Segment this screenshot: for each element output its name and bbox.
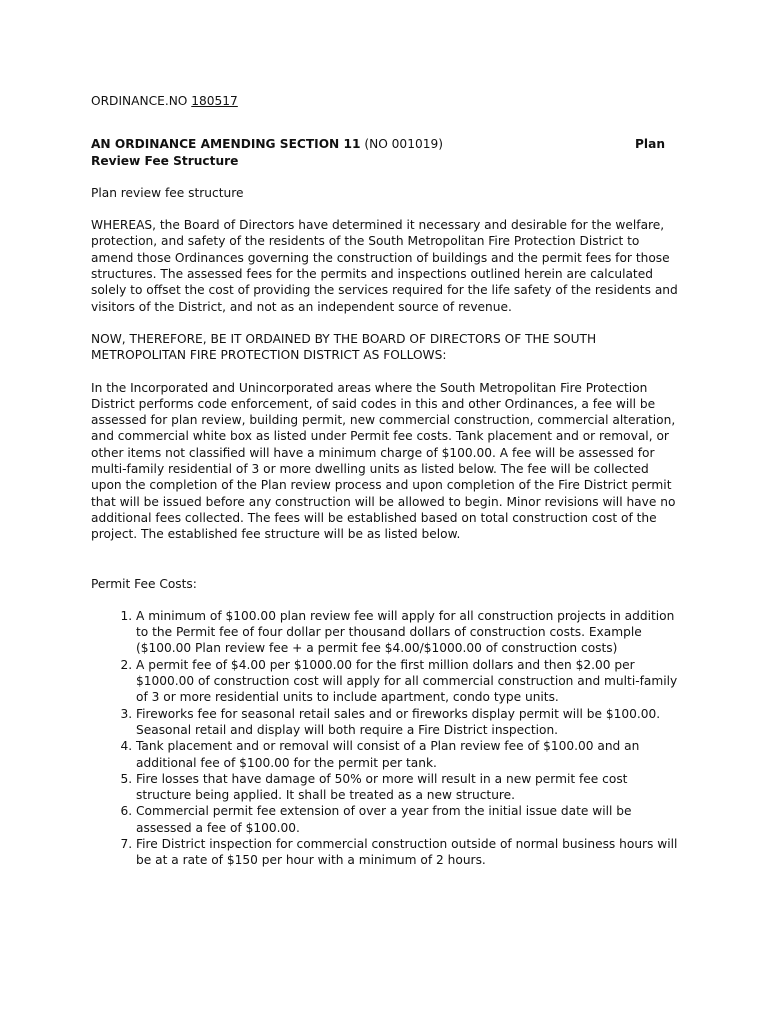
title-line2: Review Fee Structure [91, 153, 239, 168]
ordinance-label: ORDINANCE.NO [91, 94, 192, 108]
title-number: (NO 001019) [360, 137, 443, 152]
title-bold: AN ORDINANCE AMENDING SECTION 11 [91, 137, 361, 152]
permit-heading: Permit Fee Costs: [91, 576, 197, 591]
body-paragraph: In the Incorporated and Unincorporated areas where the South Metropolitan Fire Protection District performs code enforcement, of said codes in this and other Ordinances, a fee will be assessed for plan review, building permit, new commercial construction, commercial alteration, and commercial white box as listed under Permit fee costs. Tank placement and or removal, or other items not classified will have a minimum charge of $100.00. A fee will be assessed for multi-family residential of 3 or more dwelling units as listed below. The fee will be collected upon the completion of the Plan review process and upon completion of the Fire District permit that will be issued before any construction will be allowed to begin. Minor revisions will have no additional fees collected. The fees will be established based on total construction cost of the project. The established fee structure will be as listed below. [91, 380, 676, 542]
whereas-paragraph: WHEREAS, the Board of Directors have determined it necessary and desirable for the welfare, protection, and safety of the residents of the South Metropolitan Fire Protection District to amend those Ordinances governing the construction of buildings and the permit fees for those structures. The assessed fees for the permits and inspections outlined herein are calculated solely to offset the cost of providing the services required for the life safety of the residents and visitors of the District, and not as an independent source of revenue. [91, 218, 678, 314]
subtitle: Plan review fee structure [91, 185, 244, 200]
title-right: Plan [634, 137, 665, 152]
ordinance-number-line [91, 93, 681, 109]
document-page [91, 93, 681, 869]
list-item: 3. Fireworks fee for seasonal retail sales and or fireworks display permit will be $100.00. Seasonal retail and display will both require a Fire District inspection. [136, 706, 681, 739]
list-item: 4. Tank placement and or removal will consist of a Plan review fee of $100.00 and an additional fee of $100.00 for the permit per tank. [136, 738, 681, 771]
list-item: 7. Fire District inspection for commercial construction outside of normal business hours will be at a rate of $150 per hour with a minimum of 2 hours. [136, 836, 681, 869]
list-item: 1. A minimum of $100.00 plan review fee will apply for all construction projects in addition to the Permit fee of four dollar per thousand dollars of construction costs. Example ($100.00 Plan review fee + a permit fee $4.00/$1000.00 of construction costs) [136, 608, 681, 657]
therefore-paragraph: NOW, THEREFORE, BE IT ORDAINED BY THE BOARD OF DIRECTORS OF THE SOUTH METROPOLITAN FIRE PROTECTION DISTRICT AS FOLLOWS: [91, 331, 597, 363]
list-item: 6. Commercial permit fee extension of over a year from the initial issue date will be assessed a fee of $100.00. [136, 803, 681, 836]
list-item: 5. Fire losses that have damage of 50% or more will result in a new permit fee cost structure being applied. It shall be treated as a new structure. [136, 771, 681, 804]
list-item: 2. A permit fee of $4.00 per $1000.00 for the first million dollars and then $2.00 per $1000.00 of construction cost will apply for all commercial construction and multi-family of 3 or more residential units to include apartment, condo type units. [136, 657, 681, 706]
ordinance-number: 180517 [191, 94, 238, 108]
ordinance-title [91, 136, 681, 169]
permit-fee-list [91, 608, 681, 869]
